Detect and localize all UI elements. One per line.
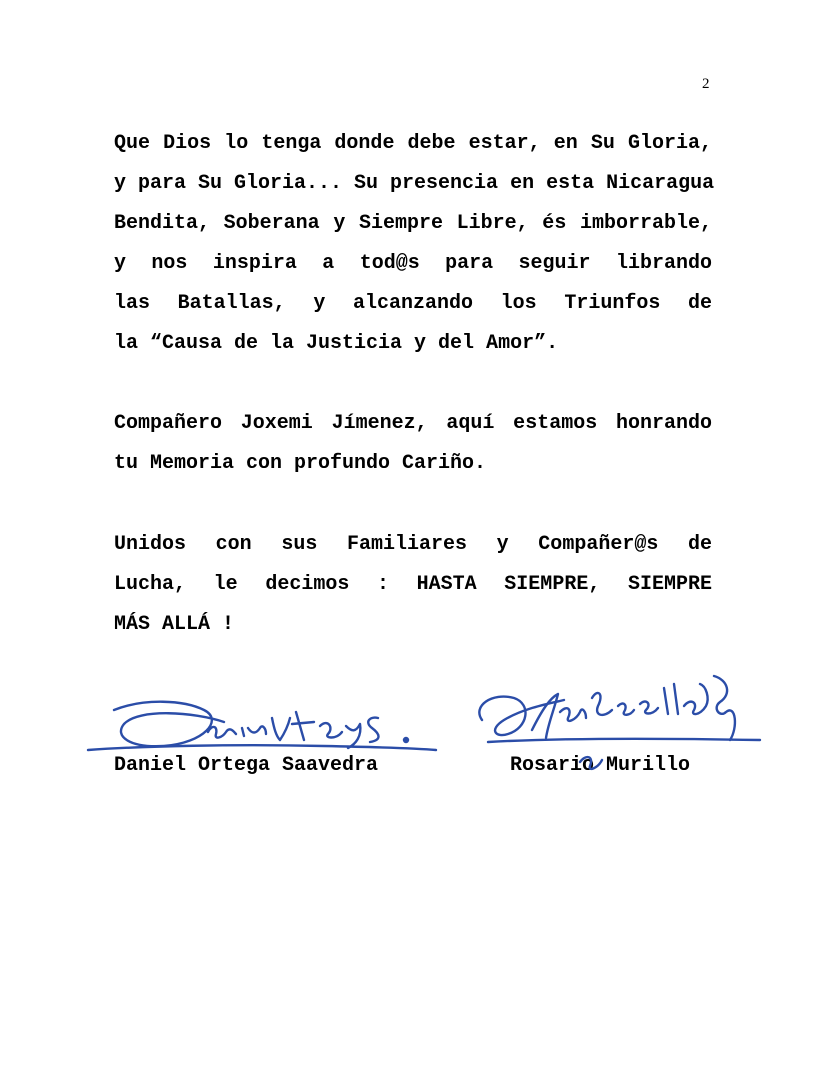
- paragraph-farewell: [114, 525, 712, 645]
- paragraph-line: Lucha, le decimos : HASTA SIEMPRE, SIEMPRE: [114, 573, 712, 596]
- paragraph-line: Compañero Joxemi Jímenez, aquí estamos honrando: [114, 412, 712, 435]
- paragraph-line: MÁS ALLÁ !: [114, 613, 235, 636]
- signature-ortega: [84, 688, 444, 783]
- paragraph-line: y para Su Gloria... Su presencia en esta Nicaragua: [114, 172, 715, 195]
- paragraph-line: Bendita, Soberana y Siempre Libre, és imborrable,: [114, 212, 712, 235]
- page-number: 2: [702, 76, 710, 92]
- paragraph-line: y nos inspira a tod@s para seguir librando: [114, 252, 712, 275]
- signature-murillo: [468, 658, 768, 793]
- paragraph-closing-blessing: [114, 124, 715, 364]
- paragraph-tribute: [114, 404, 712, 484]
- paragraph-line: tu Memoria con profundo Cariño.: [114, 452, 487, 475]
- signatory-name-murillo: Rosario Murillo: [510, 754, 691, 777]
- signatory-name-ortega: Daniel Ortega Saavedra: [114, 754, 379, 777]
- paragraph-line: la “Causa de la Justicia y del Amor”.: [114, 332, 559, 355]
- paragraph-line: Que Dios lo tenga donde debe estar, en Su Gloria,: [114, 132, 712, 155]
- paragraph-line: Unidos con sus Familiares y Compañer@s de: [114, 533, 712, 556]
- paragraph-line: las Batallas, y alcanzando los Triunfos de: [114, 292, 712, 315]
